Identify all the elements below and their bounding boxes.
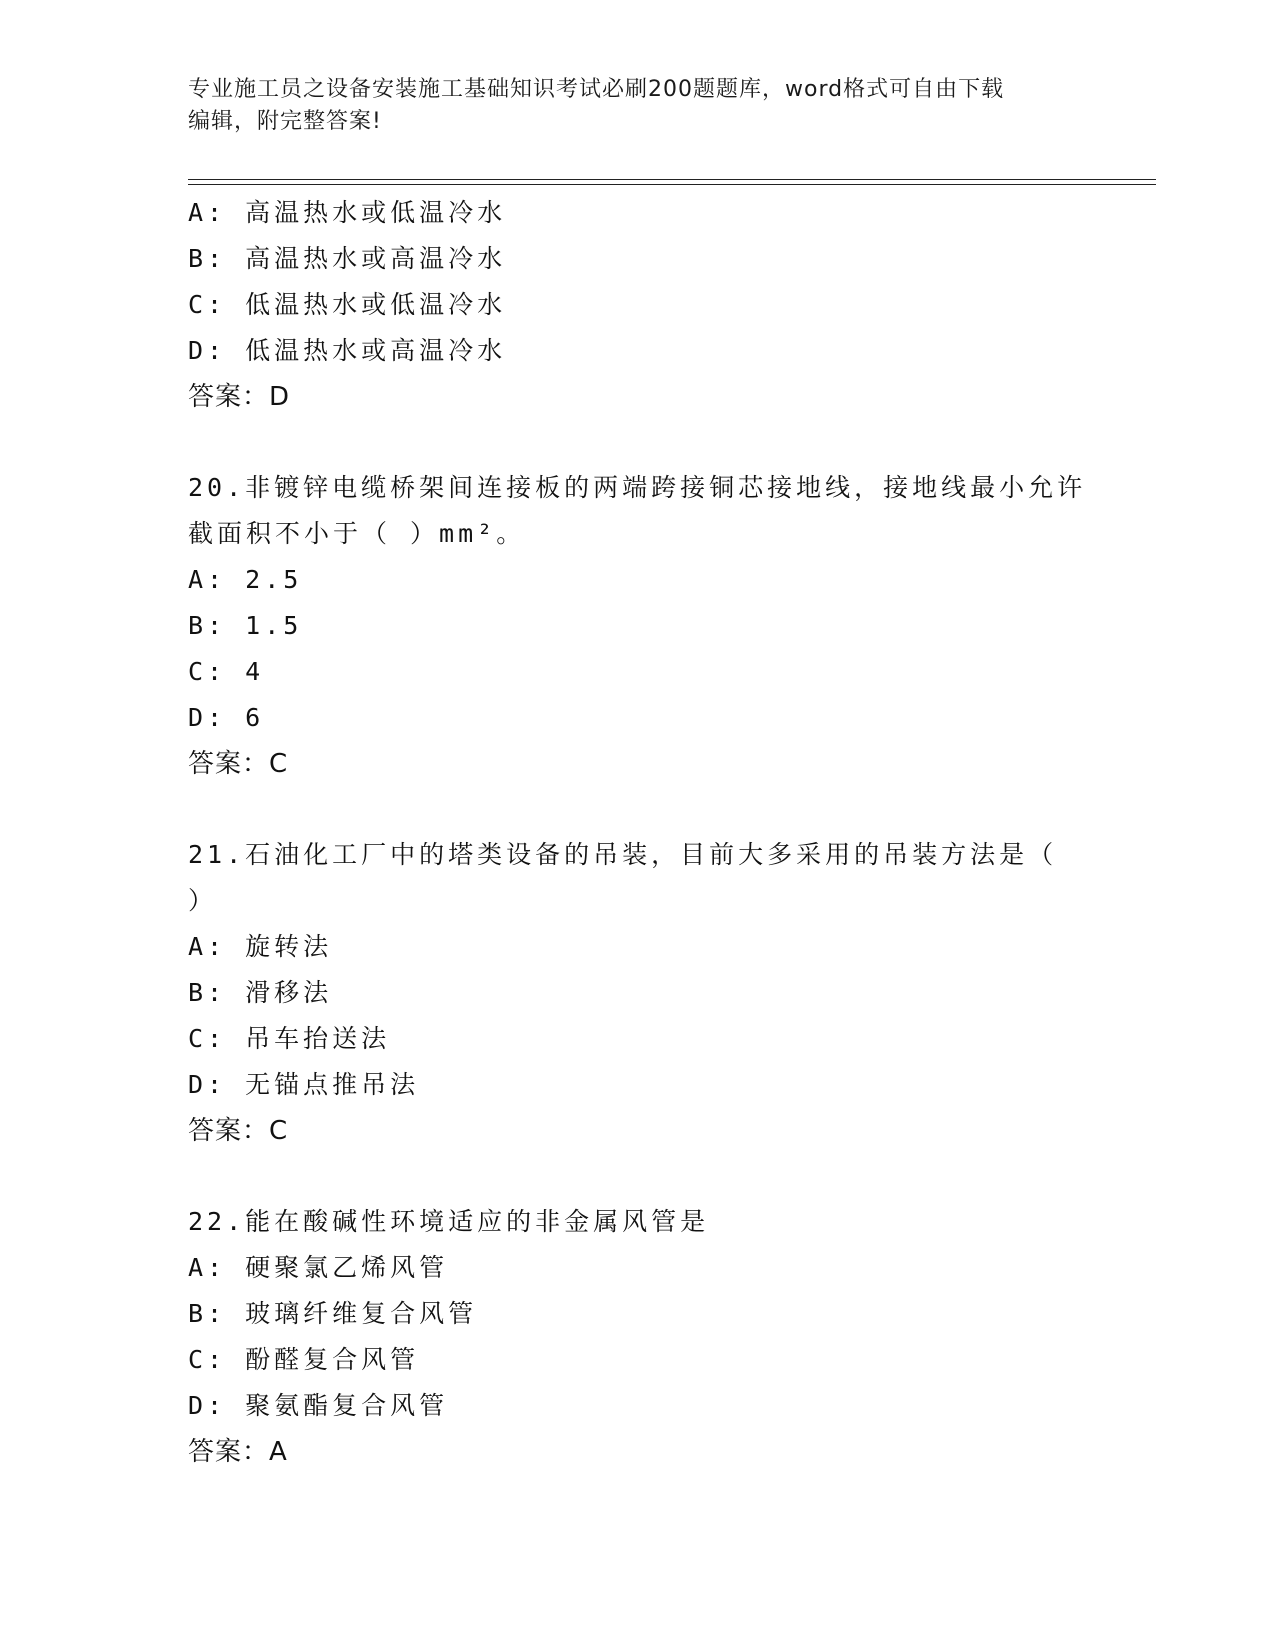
header-divider-top <box>188 179 1156 180</box>
question-text-line-1: 22.能在酸碱性环境适应的非金属风管是 <box>188 1207 710 1236</box>
question-text-line-2: 截面积不小于（ ）mm²。 <box>188 519 526 548</box>
option-a: A: 2.5 <box>188 565 303 594</box>
option-d: D: 无锚点推吊法 <box>188 1070 420 1099</box>
header-title-line-2: 编辑，附完整答案! <box>188 109 382 134</box>
question-text-line-1: 20.非镀锌电缆桥架间连接板的两端跨接铜芯接地线，接地线最小允许 <box>188 473 1087 502</box>
header-title-line-1: 专业施工员之设备安装施工基础知识考试必刷200题题库，word格式可自由下载 <box>188 77 1005 102</box>
option-b: B: 高温热水或高温冷水 <box>188 244 507 273</box>
answer: 答案：D <box>188 382 291 412</box>
option-b: B: 1.5 <box>188 611 303 640</box>
option-d: D: 6 <box>188 703 265 732</box>
option-d: D: 低温热水或高温冷水 <box>188 336 507 365</box>
document-header <box>188 74 1088 138</box>
header-divider-bottom <box>188 184 1156 185</box>
spacer <box>188 420 1088 465</box>
question-21 <box>188 832 1088 1154</box>
option-a: A: 高温热水或低温冷水 <box>188 198 507 227</box>
question-list <box>188 190 1088 1475</box>
answer: 答案：C <box>188 749 289 779</box>
question-text-line-1: 21.石油化工厂中的塔类设备的吊装，目前大多采用的吊装方法是（ <box>188 840 1058 869</box>
answer: 答案：C <box>188 1116 289 1146</box>
question-19 <box>188 190 1088 420</box>
option-a: A: 硬聚氯乙烯风管 <box>188 1253 449 1282</box>
spacer <box>188 1154 1088 1199</box>
option-b: B: 滑移法 <box>188 978 333 1007</box>
option-b: B: 玻璃纤维复合风管 <box>188 1299 478 1328</box>
option-c: C: 4 <box>188 657 265 686</box>
question-22 <box>188 1199 1088 1475</box>
option-c: C: 吊车抬送法 <box>188 1024 391 1053</box>
option-d: D: 聚氨酯复合风管 <box>188 1391 449 1420</box>
option-c: C: 低温热水或低温冷水 <box>188 290 507 319</box>
option-c: C: 酚醛复合风管 <box>188 1345 420 1374</box>
answer: 答案：A <box>188 1437 288 1467</box>
question-20 <box>188 465 1088 787</box>
option-a: A: 旋转法 <box>188 932 333 961</box>
spacer <box>188 787 1088 832</box>
question-text-line-2: ） <box>188 886 218 915</box>
